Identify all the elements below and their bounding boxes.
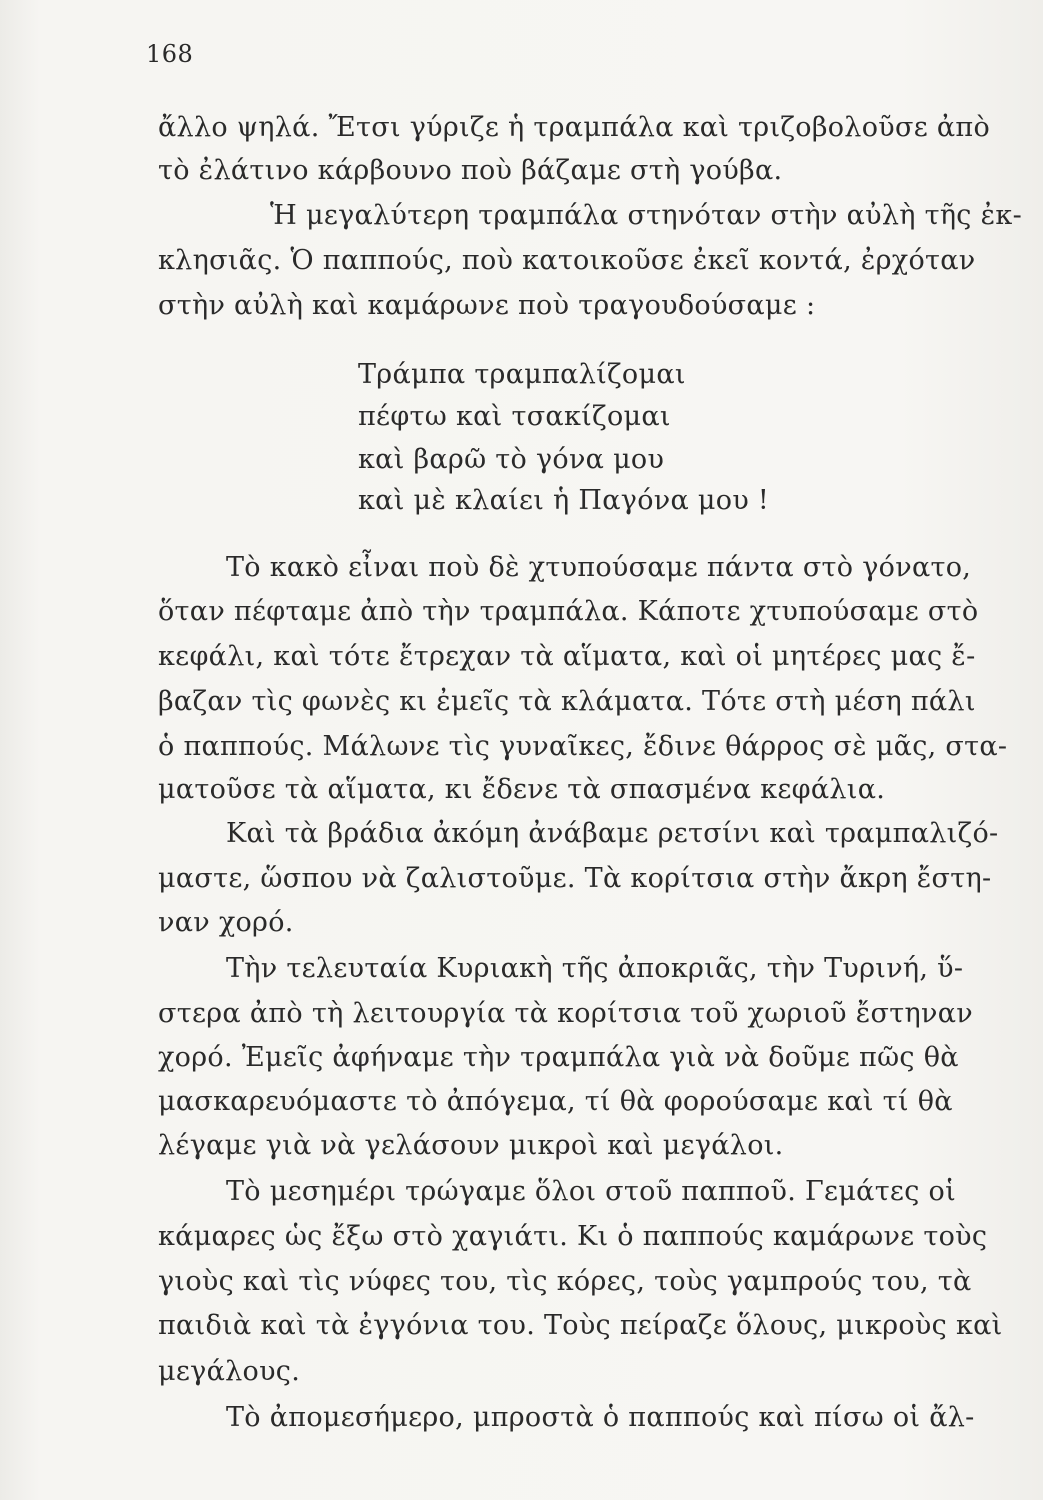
text-line: ἄλλο ψηλά. Ἔτσι γύριζε ἡ τραμπάλα καὶ τριζοβολοῦσε ἀπὸ [158,112,991,143]
text-line: ὅταν πέφταμε ἀπὸ τὴν τραμπάλα. Κάποτε χτυπούσαμε στὸ [158,596,979,627]
text-line: μεγάλους. [158,1356,301,1387]
verse-line: καὶ μὲ κλαίει ἡ Παγόνα μου ! [358,485,770,516]
text-line: χορό. Ἐμεῖς ἀφήναμε τὴν τραμπάλα γιὰ νὰ δοῦμε πῶς θὰ [158,1042,959,1073]
text-line: Καὶ τὰ βράδια ἀκόμη ἀνάβαμε ρετσίνι καὶ τραμπαλιζό- [226,818,999,849]
text-line: ὁ παππούς. Μάλωνε τὶς γυναῖκες, ἔδινε θάρρος σὲ μᾶς, στα- [158,731,1008,762]
text-line: παιδιὰ καὶ τὰ ἐγγόνια του. Τοὺς πείραζε ὅλους, μικροὺς καὶ [158,1310,1003,1341]
text-line: κλησιᾶς. Ὁ παππούς, ποὺ κατοικοῦσε ἐκεῖ κοντά, ἐρχόταν [158,245,976,276]
verse-line: πέφτω καὶ τσακίζομαι [358,401,671,432]
text-line: κάμαρες ὡς ἔξω στὸ χαγιάτι. Κι ὁ παππούς καμάρωνε τοὺς [158,1221,988,1252]
text-line: βαζαν τὶς φωνὲς κι ἐμεῖς τὰ κλάματα. Τότε στὴ μέση πάλι [158,686,976,717]
text-line: Ἡ μεγαλύτερη τραμπάλα στηνόταν στὴν αὐλὴ τῆς ἐκ- [270,200,1022,231]
text-line: στὴν αὐλὴ καὶ καμάρωνε ποὺ τραγουδούσαμε : [158,290,816,321]
text-line: μαστε, ὥσπου νὰ ζαλιστοῦμε. Τὰ κορίτσια στὴν ἄκρη ἔστη- [158,863,992,894]
text-line: Τὸ κακὸ εἶναι ποὺ δὲ χτυπούσαμε πάντα στὸ γόνατο, [226,552,972,583]
text-line: Τὸ μεσημέρι τρώγαμε ὅλοι στοῦ παπποῦ. Γεμάτες οἱ [226,1176,956,1207]
text-line: ναν χορό. [158,907,294,938]
text-line: μασκαρευόμαστε τὸ ἀπόγεμα, τί θὰ φορούσαμε καὶ τί θὰ [158,1086,953,1117]
text-line: Τὸ ἀπομεσήμερο, μπροστὰ ὁ παππούς καὶ πίσω οἱ ἄλ- [226,1402,975,1433]
text-line: γιοὺς καὶ τὶς νύφες του, τὶς κόρες, τοὺς γαμπρούς του, τὰ [158,1266,972,1297]
page-number: 168 [146,40,194,68]
text-line: τὸ ἐλάτινο κάρβουνο ποὺ βάζαμε στὴ γούβα. [158,155,783,186]
text-line: Τὴν τελευταία Κυριακὴ τῆς ἀποκριᾶς, τὴν Τυρινή, ὕ- [226,953,964,984]
text-line: ματοῦσε τὰ αἵματα, κι ἔδενε τὰ σπασμένα κεφάλια. [158,774,886,805]
text-line: λέγαμε γιὰ νὰ γελάσουν μικροὶ καὶ μεγάλοι. [158,1130,784,1161]
text-line: κεφάλι, καὶ τότε ἔτρεχαν τὰ αἵματα, καὶ οἱ μητέρες μας ἔ- [158,641,976,672]
verse-line: καὶ βαρῶ τὸ γόνα μου [358,444,665,475]
verse-line: Τράμπα τραμπαλίζομαι [358,359,686,390]
text-line: στερα ἀπὸ τὴ λειτουργία τὰ κορίτσια τοῦ χωριοῦ ἔστηναν [158,998,973,1029]
